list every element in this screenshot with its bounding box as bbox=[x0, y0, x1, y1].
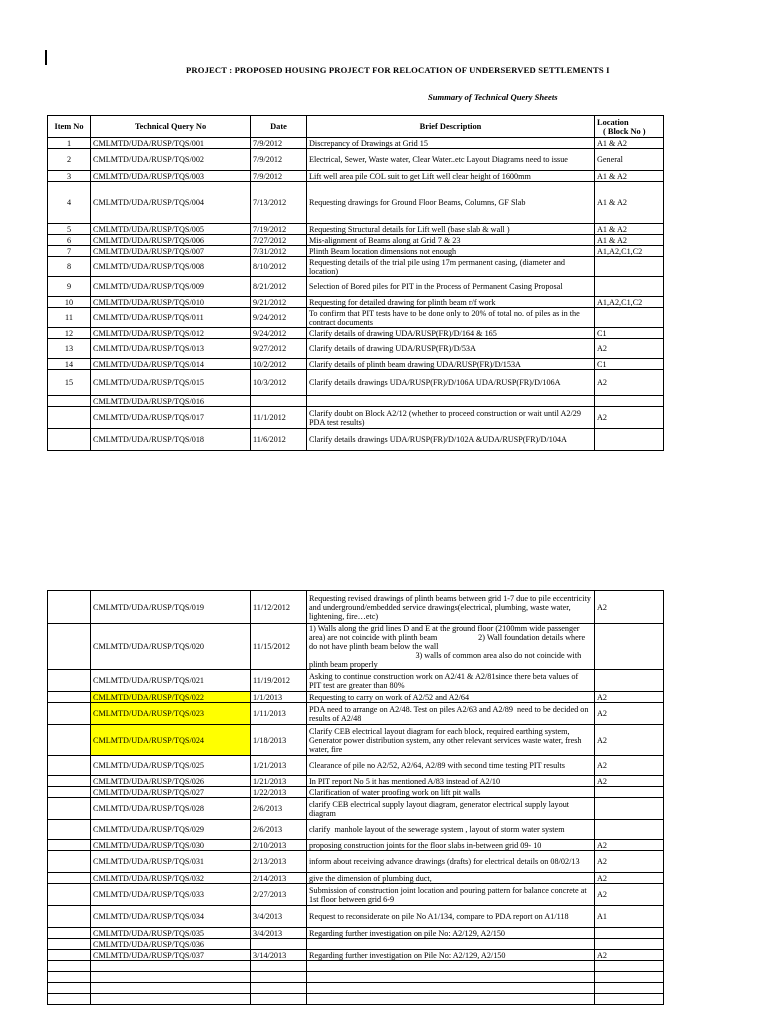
date-cell: 7/31/2012 bbox=[251, 246, 307, 257]
tq-no-cell: CMLMTD/UDA/RUSP/TQS/020 bbox=[91, 624, 251, 670]
item-no-cell: 8 bbox=[48, 257, 91, 277]
item-no-cell: 10 bbox=[48, 297, 91, 308]
tq-no-cell: CMLMTD/UDA/RUSP/TQS/037 bbox=[91, 950, 251, 961]
table-row bbox=[48, 246, 664, 257]
item-no-cell: 15 bbox=[48, 370, 91, 396]
description-cell: clarify CEB electrical supply layout diagram, generator electrical supply layout diagram bbox=[307, 798, 595, 820]
location-cell: A2 bbox=[595, 339, 664, 359]
date-cell: 11/1/2012 bbox=[251, 407, 307, 429]
date-cell: 8/10/2012 bbox=[251, 257, 307, 277]
description-cell: Selection of Bored piles for PIT in the Process of Permanent Casing Proposal bbox=[307, 277, 595, 297]
description-cell: Requesting for detailed drawing for plinth beam r/f work bbox=[307, 297, 595, 308]
location-cell: A2 bbox=[595, 692, 664, 703]
table-row bbox=[48, 961, 664, 972]
tq-no-cell bbox=[91, 961, 251, 972]
location-cell: C1 bbox=[595, 359, 664, 370]
tq-no-cell: CMLMTD/UDA/RUSP/TQS/001 bbox=[91, 138, 251, 149]
description-cell: Clarify details drawings UDA/RUSP(FR)/D/102A &UDA/RUSP(FR)/D/104A bbox=[307, 429, 595, 451]
location-cell: A2 bbox=[595, 884, 664, 906]
tq-no-cell: CMLMTD/UDA/RUSP/TQS/029 bbox=[91, 820, 251, 840]
location-cell: A2 bbox=[595, 756, 664, 776]
description-cell: Clarify details of plinth beam drawing UDA/RUSP(FR)/D/153A bbox=[307, 359, 595, 370]
date-cell bbox=[251, 396, 307, 407]
item-no-cell: 11 bbox=[48, 308, 91, 328]
item-no-cell bbox=[48, 703, 91, 725]
location-cell: A2 bbox=[595, 950, 664, 961]
header-brief-description: Brief Description bbox=[307, 116, 595, 138]
item-no-cell bbox=[48, 840, 91, 851]
item-no-cell bbox=[48, 725, 91, 756]
location-cell: A2 bbox=[595, 703, 664, 725]
description-cell: Clarify details drawings UDA/RUSP(FR)/D/106A UDA/RUSP(FR)/D/106A bbox=[307, 370, 595, 396]
item-no-cell: 6 bbox=[48, 235, 91, 246]
tq-summary-table-1 bbox=[47, 115, 664, 451]
item-no-cell bbox=[48, 787, 91, 798]
location-cell bbox=[595, 429, 664, 451]
tq-no-cell: CMLMTD/UDA/RUSP/TQS/004 bbox=[91, 182, 251, 224]
date-cell: 9/24/2012 bbox=[251, 308, 307, 328]
location-cell bbox=[595, 798, 664, 820]
description-cell: Clarify CEB electrical layout diagram for each block, required earthing system, Generator power distribution system, any other relevant services waste water, fresh water, fire bbox=[307, 725, 595, 756]
description-cell: Plinth Beam location dimensions not enough bbox=[307, 246, 595, 257]
description-cell: Lift well area pile COL suit to get Lift well clear height of 1600mm bbox=[307, 171, 595, 182]
header-technical-query-no: Technical Query No bbox=[91, 116, 251, 138]
table-row bbox=[48, 328, 664, 339]
tq-no-cell: CMLMTD/UDA/RUSP/TQS/019 bbox=[91, 591, 251, 624]
table-row bbox=[48, 840, 664, 851]
date-cell: 3/4/2013 bbox=[251, 928, 307, 939]
item-no-cell: 1 bbox=[48, 138, 91, 149]
date-cell bbox=[251, 972, 307, 983]
location-cell bbox=[595, 928, 664, 939]
date-cell: 7/27/2012 bbox=[251, 235, 307, 246]
tq-no-cell: CMLMTD/UDA/RUSP/TQS/008 bbox=[91, 257, 251, 277]
date-cell: 2/13/2013 bbox=[251, 851, 307, 873]
date-cell: 2/10/2013 bbox=[251, 840, 307, 851]
tq-no-cell: CMLMTD/UDA/RUSP/TQS/024 bbox=[91, 725, 251, 756]
table-row bbox=[48, 928, 664, 939]
header-location-sub: ( Block No ) bbox=[603, 127, 646, 136]
table-row bbox=[48, 171, 664, 182]
description-cell: Requesting Structural details for Lift well (base slab & wall ) bbox=[307, 224, 595, 235]
date-cell: 1/18/2013 bbox=[251, 725, 307, 756]
item-no-cell bbox=[48, 994, 91, 1005]
table-row bbox=[48, 851, 664, 873]
tq-no-cell: CMLMTD/UDA/RUSP/TQS/002 bbox=[91, 149, 251, 171]
location-cell: A1,A2,C1,C2 bbox=[595, 246, 664, 257]
tq-no-cell: CMLMTD/UDA/RUSP/TQS/003 bbox=[91, 171, 251, 182]
table-row bbox=[48, 149, 664, 171]
item-no-cell bbox=[48, 884, 91, 906]
description-cell bbox=[307, 939, 595, 950]
location-cell: A1 & A2 bbox=[595, 138, 664, 149]
date-cell: 9/27/2012 bbox=[251, 339, 307, 359]
table-row bbox=[48, 407, 664, 429]
date-cell: 8/21/2012 bbox=[251, 277, 307, 297]
date-cell: 1/21/2013 bbox=[251, 756, 307, 776]
tq-no-cell: CMLMTD/UDA/RUSP/TQS/011 bbox=[91, 308, 251, 328]
header-location bbox=[595, 116, 664, 138]
description-cell bbox=[307, 994, 595, 1005]
table-row bbox=[48, 798, 664, 820]
tq-no-cell: CMLMTD/UDA/RUSP/TQS/009 bbox=[91, 277, 251, 297]
tq-no-cell: CMLMTD/UDA/RUSP/TQS/026 bbox=[91, 776, 251, 787]
item-no-cell bbox=[48, 950, 91, 961]
tq-no-cell: CMLMTD/UDA/RUSP/TQS/017 bbox=[91, 407, 251, 429]
description-cell: PDA need to arrange on A2/48. Test on piles A2/63 and A2/89 need to be decided on results of A2/48 bbox=[307, 703, 595, 725]
description-cell: Regarding further investigation on pile No: A2/129, A2/150 bbox=[307, 928, 595, 939]
description-cell: Regarding further investigation on Pile No: A2/129, A2/150 bbox=[307, 950, 595, 961]
description-cell: Request to reconsiderate on pile No A1/134, compare to PDA report on A1/118 bbox=[307, 906, 595, 928]
description-cell: 1) Walls along the grid lines D and E at the ground floor (2100mm wide passenger area) are not coincide with plinth beam 2) Wall foundation details where do not have plinth beam below the wall 3) walls of common area also do not coincide with plinth beam properly bbox=[307, 624, 595, 670]
date-cell: 1/21/2013 bbox=[251, 776, 307, 787]
date-cell: 3/4/2013 bbox=[251, 906, 307, 928]
tq-no-cell: CMLMTD/UDA/RUSP/TQS/023 bbox=[91, 703, 251, 725]
item-no-cell bbox=[48, 983, 91, 994]
tq-no-cell: CMLMTD/UDA/RUSP/TQS/036 bbox=[91, 939, 251, 950]
description-cell: Clarification of water proofing work on lift pit walls bbox=[307, 787, 595, 798]
location-cell bbox=[595, 787, 664, 798]
item-no-cell: 12 bbox=[48, 328, 91, 339]
table-row bbox=[48, 776, 664, 787]
location-cell: A2 bbox=[595, 407, 664, 429]
item-no-cell bbox=[48, 776, 91, 787]
description-cell: To confirm that PIT tests have to be done only to 20% of total no. of piles as in the contract documents bbox=[307, 308, 595, 328]
item-no-cell bbox=[48, 670, 91, 692]
tq-no-cell: CMLMTD/UDA/RUSP/TQS/035 bbox=[91, 928, 251, 939]
location-cell: A2 bbox=[595, 851, 664, 873]
table-row bbox=[48, 670, 664, 692]
item-no-cell bbox=[48, 798, 91, 820]
location-cell bbox=[595, 983, 664, 994]
header-location-label: Location bbox=[597, 118, 629, 127]
date-cell bbox=[251, 983, 307, 994]
tq-no-cell: CMLMTD/UDA/RUSP/TQS/013 bbox=[91, 339, 251, 359]
item-no-cell bbox=[48, 407, 91, 429]
table-row bbox=[48, 906, 664, 928]
item-no-cell: 3 bbox=[48, 171, 91, 182]
location-cell: A2 bbox=[595, 776, 664, 787]
date-cell: 7/9/2012 bbox=[251, 138, 307, 149]
description-cell: Requesting details of the trial pile using 17m permanent casing, (diameter and location) bbox=[307, 257, 595, 277]
table-row bbox=[48, 591, 664, 624]
item-no-cell bbox=[48, 939, 91, 950]
description-cell: Requesting to carry on work of A2/52 and A2/64 bbox=[307, 692, 595, 703]
table-row bbox=[48, 703, 664, 725]
date-cell: 11/19/2012 bbox=[251, 670, 307, 692]
date-cell: 7/19/2012 bbox=[251, 224, 307, 235]
description-cell: inform about receiving advance drawings (drafts) for electrical details on 08/02/13 bbox=[307, 851, 595, 873]
tq-no-cell: CMLMTD/UDA/RUSP/TQS/031 bbox=[91, 851, 251, 873]
table-row bbox=[48, 939, 664, 950]
location-cell bbox=[595, 972, 664, 983]
tq-no-cell: CMLMTD/UDA/RUSP/TQS/034 bbox=[91, 906, 251, 928]
table-row bbox=[48, 950, 664, 961]
tq-no-cell: CMLMTD/UDA/RUSP/TQS/025 bbox=[91, 756, 251, 776]
tq-no-cell: CMLMTD/UDA/RUSP/TQS/027 bbox=[91, 787, 251, 798]
date-cell: 3/14/2013 bbox=[251, 950, 307, 961]
text-cursor-mark bbox=[45, 50, 47, 65]
description-cell: Requesting revised drawings of plinth beams between grid 1-7 due to pile eccentricity and underground/embedded service drawings(electrical, plumbing, waste water, lightening, fire…etc) bbox=[307, 591, 595, 624]
tq-no-cell: CMLMTD/UDA/RUSP/TQS/016 bbox=[91, 396, 251, 407]
location-cell bbox=[595, 308, 664, 328]
date-cell: 9/24/2012 bbox=[251, 328, 307, 339]
table-row bbox=[48, 277, 664, 297]
item-no-cell: 14 bbox=[48, 359, 91, 370]
date-cell bbox=[251, 994, 307, 1005]
table-row bbox=[48, 138, 664, 149]
date-cell bbox=[251, 939, 307, 950]
location-cell bbox=[595, 820, 664, 840]
location-cell bbox=[595, 961, 664, 972]
description-cell: Clarify details of drawing UDA/RUSP(FR)/D/164 & 165 bbox=[307, 328, 595, 339]
item-no-cell bbox=[48, 820, 91, 840]
item-no-cell bbox=[48, 624, 91, 670]
description-cell: Asking to continue construction work on A2/41 & A2/81since there beta values of PIT test are greater than 80% bbox=[307, 670, 595, 692]
date-cell: 10/2/2012 bbox=[251, 359, 307, 370]
item-no-cell: 4 bbox=[48, 182, 91, 224]
tq-no-cell: CMLMTD/UDA/RUSP/TQS/006 bbox=[91, 235, 251, 246]
date-cell: 2/6/2013 bbox=[251, 820, 307, 840]
table-row bbox=[48, 692, 664, 703]
location-cell: A2 bbox=[595, 725, 664, 756]
tq-no-cell: CMLMTD/UDA/RUSP/TQS/028 bbox=[91, 798, 251, 820]
location-cell: A1 & A2 bbox=[595, 235, 664, 246]
tq-no-cell: CMLMTD/UDA/RUSP/TQS/012 bbox=[91, 328, 251, 339]
header-date: Date bbox=[251, 116, 307, 138]
location-cell: A1,A2,C1,C2 bbox=[595, 297, 664, 308]
item-no-cell bbox=[48, 873, 91, 884]
location-cell: C1 bbox=[595, 328, 664, 339]
item-no-cell: 13 bbox=[48, 339, 91, 359]
item-no-cell bbox=[48, 429, 91, 451]
location-cell: A2 bbox=[595, 591, 664, 624]
item-no-cell bbox=[48, 396, 91, 407]
tq-no-cell: CMLMTD/UDA/RUSP/TQS/010 bbox=[91, 297, 251, 308]
item-no-cell: 9 bbox=[48, 277, 91, 297]
tq-summary-table-2 bbox=[47, 590, 664, 1005]
item-no-cell bbox=[48, 972, 91, 983]
table-row bbox=[48, 983, 664, 994]
tq-no-cell bbox=[91, 994, 251, 1005]
table-row bbox=[48, 308, 664, 328]
date-cell: 9/21/2012 bbox=[251, 297, 307, 308]
item-no-cell bbox=[48, 906, 91, 928]
item-no-cell: 7 bbox=[48, 246, 91, 257]
table-row bbox=[48, 624, 664, 670]
project-title: PROJECT : PROPOSED HOUSING PROJECT FOR RELOCATION OF UNDERSERVED SETTLEMENTS I bbox=[186, 65, 610, 75]
item-no-cell bbox=[48, 928, 91, 939]
table-row bbox=[48, 725, 664, 756]
description-cell: Electrical, Sewer, Waste water, Clear Water..etc Layout Diagrams need to issue bbox=[307, 149, 595, 171]
tq-no-cell: CMLMTD/UDA/RUSP/TQS/022 bbox=[91, 692, 251, 703]
description-cell: Clarify doubt on Block A2/12 (whether to proceed construction or wait until A2/29 PDA test results) bbox=[307, 407, 595, 429]
table-row bbox=[48, 756, 664, 776]
table-row bbox=[48, 297, 664, 308]
table-header-row bbox=[48, 116, 664, 138]
table-row bbox=[48, 339, 664, 359]
table-row bbox=[48, 396, 664, 407]
table-row bbox=[48, 429, 664, 451]
tq-no-cell bbox=[91, 972, 251, 983]
item-no-cell bbox=[48, 591, 91, 624]
table-row bbox=[48, 787, 664, 798]
description-cell: Requesting drawings for Ground Floor Beams, Columns, GF Slab bbox=[307, 182, 595, 224]
table-row bbox=[48, 972, 664, 983]
table-row bbox=[48, 873, 664, 884]
tq-no-cell: CMLMTD/UDA/RUSP/TQS/018 bbox=[91, 429, 251, 451]
location-cell: A1 & A2 bbox=[595, 182, 664, 224]
location-cell: A1 bbox=[595, 906, 664, 928]
item-no-cell bbox=[48, 756, 91, 776]
item-no-cell bbox=[48, 692, 91, 703]
tq-no-cell: CMLMTD/UDA/RUSP/TQS/032 bbox=[91, 873, 251, 884]
location-cell: A2 bbox=[595, 370, 664, 396]
location-cell bbox=[595, 624, 664, 670]
tq-no-cell: CMLMTD/UDA/RUSP/TQS/033 bbox=[91, 884, 251, 906]
date-cell: 11/6/2012 bbox=[251, 429, 307, 451]
tq-no-cell: CMLMTD/UDA/RUSP/TQS/005 bbox=[91, 224, 251, 235]
tq-no-cell: CMLMTD/UDA/RUSP/TQS/021 bbox=[91, 670, 251, 692]
table-row bbox=[48, 370, 664, 396]
description-cell bbox=[307, 983, 595, 994]
description-cell: Clarify details of drawing UDA/RUSP(FR)/D/53A bbox=[307, 339, 595, 359]
tq-no-cell: CMLMTD/UDA/RUSP/TQS/015 bbox=[91, 370, 251, 396]
location-cell: A1 & A2 bbox=[595, 171, 664, 182]
description-cell: Discrepancy of Drawings at Grid 15 bbox=[307, 138, 595, 149]
item-no-cell: 5 bbox=[48, 224, 91, 235]
header-item-no: Item No bbox=[48, 116, 91, 138]
location-cell: A2 bbox=[595, 873, 664, 884]
location-cell bbox=[595, 277, 664, 297]
tq-no-cell: CMLMTD/UDA/RUSP/TQS/014 bbox=[91, 359, 251, 370]
location-cell bbox=[595, 994, 664, 1005]
table-row bbox=[48, 994, 664, 1005]
description-cell bbox=[307, 961, 595, 972]
date-cell: 11/15/2012 bbox=[251, 624, 307, 670]
item-no-cell: 2 bbox=[48, 149, 91, 171]
date-cell bbox=[251, 961, 307, 972]
date-cell: 1/1/2013 bbox=[251, 692, 307, 703]
location-cell bbox=[595, 939, 664, 950]
table-row bbox=[48, 359, 664, 370]
location-cell: A1 & A2 bbox=[595, 224, 664, 235]
date-cell: 7/13/2012 bbox=[251, 182, 307, 224]
item-no-cell bbox=[48, 961, 91, 972]
location-cell bbox=[595, 670, 664, 692]
description-cell: give the dimension of plumbing duct, bbox=[307, 873, 595, 884]
tq-no-cell: CMLMTD/UDA/RUSP/TQS/007 bbox=[91, 246, 251, 257]
description-cell bbox=[307, 396, 595, 407]
description-cell: Mis-alignment of Beams along at Grid 7 & 23 bbox=[307, 235, 595, 246]
table-row bbox=[48, 884, 664, 906]
description-cell: Submission of construction joint location and pouring pattern for balance concrete at 1st floor between grid 6-9 bbox=[307, 884, 595, 906]
location-cell: General bbox=[595, 149, 664, 171]
description-cell bbox=[307, 972, 595, 983]
table-row bbox=[48, 820, 664, 840]
date-cell: 10/3/2012 bbox=[251, 370, 307, 396]
summary-title: Summary of Technical Query Sheets bbox=[428, 92, 558, 102]
date-cell: 11/12/2012 bbox=[251, 591, 307, 624]
date-cell: 7/9/2012 bbox=[251, 171, 307, 182]
item-no-cell bbox=[48, 851, 91, 873]
table-row bbox=[48, 235, 664, 246]
date-cell: 2/27/2013 bbox=[251, 884, 307, 906]
date-cell: 1/11/2013 bbox=[251, 703, 307, 725]
location-cell: A2 bbox=[595, 840, 664, 851]
tq-no-cell bbox=[91, 983, 251, 994]
location-cell bbox=[595, 257, 664, 277]
location-cell bbox=[595, 396, 664, 407]
date-cell: 7/9/2012 bbox=[251, 149, 307, 171]
table-row bbox=[48, 182, 664, 224]
date-cell: 2/6/2013 bbox=[251, 798, 307, 820]
table-row bbox=[48, 257, 664, 277]
description-cell: proposing construction joints for the floor slabs in-between grid 09- 10 bbox=[307, 840, 595, 851]
description-cell: Clearance of pile no A2/52, A2/64, A2/89 with second time testing PIT results bbox=[307, 756, 595, 776]
table-row bbox=[48, 224, 664, 235]
date-cell: 2/14/2013 bbox=[251, 873, 307, 884]
date-cell: 1/22/2013 bbox=[251, 787, 307, 798]
description-cell: In PIT report No 5 it has mentioned A/83 instead of A2/10 bbox=[307, 776, 595, 787]
description-cell: clarify manhole layout of the sewerage system , layout of storm water system bbox=[307, 820, 595, 840]
tq-no-cell: CMLMTD/UDA/RUSP/TQS/030 bbox=[91, 840, 251, 851]
